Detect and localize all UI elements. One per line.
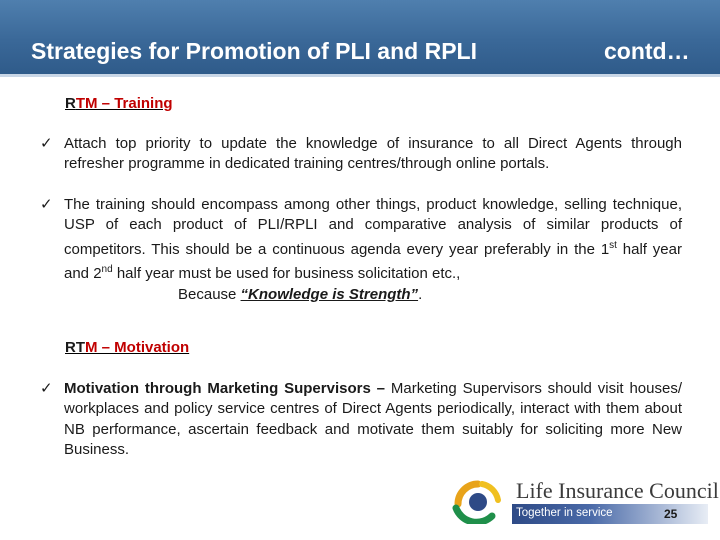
knowledge-quote: “Knowledge is Strength” [240, 285, 419, 303]
heading-part: M [85, 339, 98, 356]
bullet-text-part: Marketing Supervisors should visit houses/ workplaces and policy service centres of Direct Agents periodically, interact with them about NB performance, ascertain feedback and motivate them suitably for soliciting more New Business. [64, 380, 682, 459]
bullet-text [64, 379, 682, 461]
checkmark-icon: ✓ [40, 195, 53, 213]
heading-part: T [75, 95, 86, 112]
bullet-training-2 [40, 195, 682, 305]
bullet-text: Attach top priority to update the knowledge of insurance to all Direct Agents through refresher programme in dedicated training centres/through online portals. [64, 135, 682, 173]
logo-tagline: Together in service [516, 507, 613, 519]
ordinal-suffix: nd [101, 264, 113, 276]
slide-title-contd: contd… [604, 38, 690, 64]
ordinal-number: 1 [600, 240, 610, 258]
because-prefix: Because [178, 285, 241, 303]
bullet-training-1 [40, 134, 682, 175]
logo-name: Life Insurance Council [516, 478, 719, 503]
slide-title: Strategies for Promotion of PLI and RPLI [31, 38, 477, 64]
heading-part: R [65, 95, 76, 112]
bullet-text-part: half year must be used for business solicitation etc., [112, 265, 461, 283]
heading-part: – Motivation [97, 339, 190, 356]
checkmark-icon: ✓ [40, 134, 53, 152]
council-emblem-icon [448, 474, 508, 524]
because-line [64, 285, 682, 305]
logo-tagline-bar [512, 504, 708, 524]
bullet-bold-lead: Motivation through Marketing Supervisors – [64, 380, 386, 397]
section-heading-training [65, 95, 173, 112]
because-end: . [418, 285, 423, 303]
bullet-text [64, 195, 682, 305]
ordinal-suffix: st [609, 239, 617, 251]
bullet-motivation-1 [40, 379, 682, 461]
heading-part: RT [65, 339, 85, 356]
checkmark-icon: ✓ [40, 379, 53, 397]
heading-part: M – Training [85, 95, 173, 112]
section-heading-motivation [65, 339, 189, 356]
ordinal-number: 2 [93, 265, 102, 283]
bullet-text-part: half year and [64, 240, 682, 283]
bullet-text-part: The training should encompass among other things, product knowledge, selling technique, USP of each product of PLI/RPLI and comparative analysis of similar products of competitors. This should be a continuous agenda every year preferably in the [64, 196, 682, 258]
page-number: 25 [664, 507, 678, 521]
slide-header [0, 0, 720, 77]
